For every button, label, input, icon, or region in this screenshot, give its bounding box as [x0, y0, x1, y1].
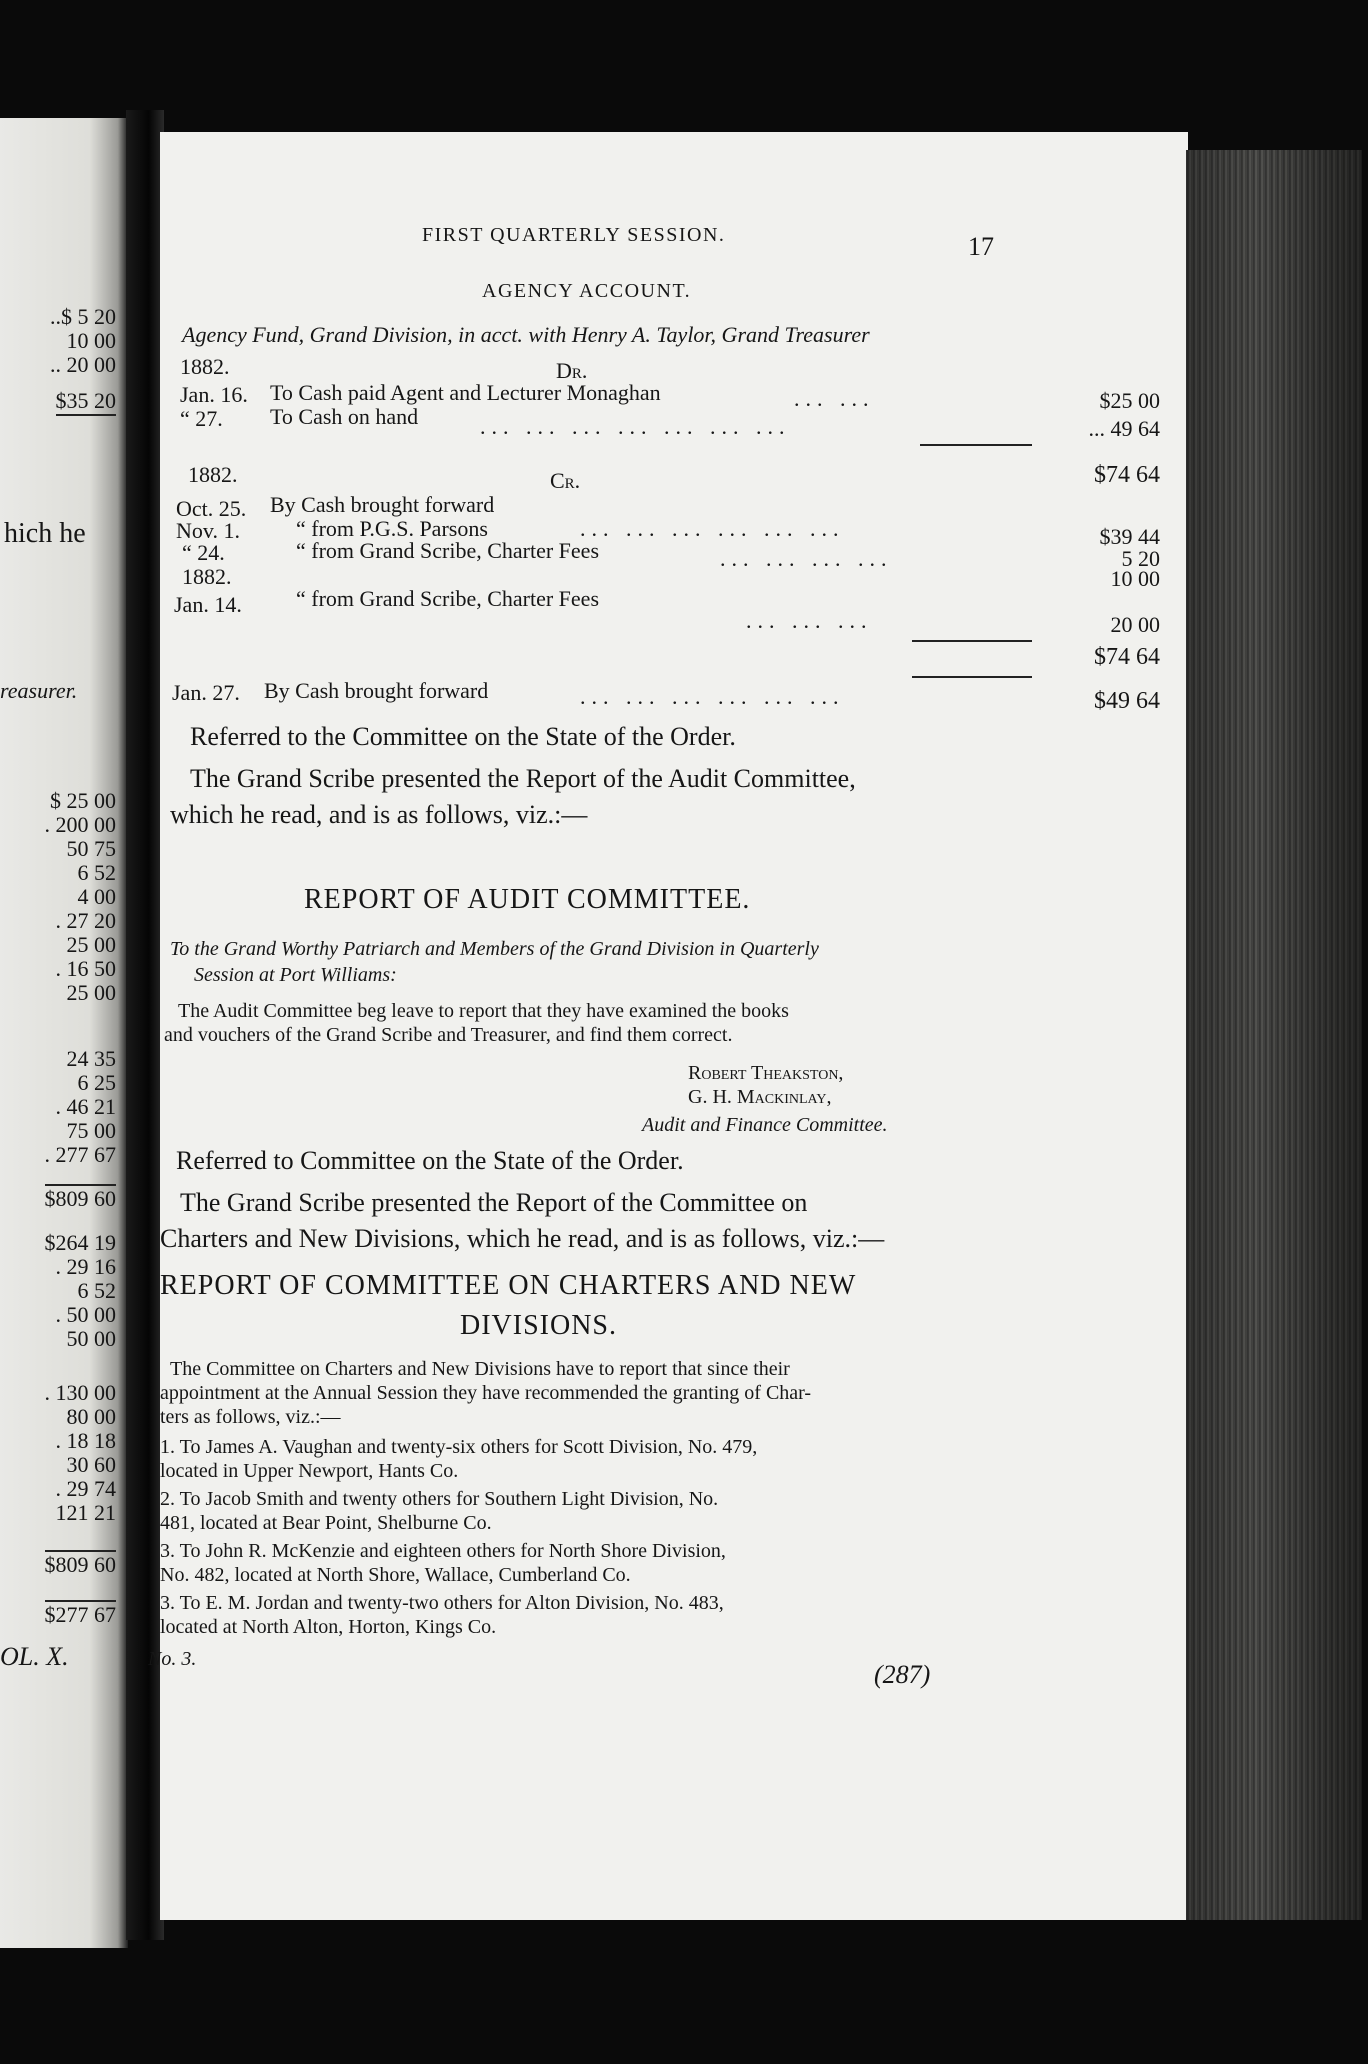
- left-amount: . 27 20: [55, 908, 116, 933]
- dr-total: $74 64: [1094, 462, 1160, 488]
- ledger-amount: 10 00: [1110, 566, 1160, 591]
- dr-label: Dr.: [556, 358, 588, 383]
- left-amount: . 277 67: [44, 1142, 116, 1167]
- left-amount: $ 25 00: [50, 788, 116, 813]
- ledger-rule: [912, 676, 1032, 678]
- running-head: FIRST QUARTERLY SESSION.: [422, 224, 726, 246]
- audit-body: The Audit Committee beg leave to report that they have examined the books: [178, 1000, 789, 1022]
- left-amount: 6 25: [77, 1070, 116, 1095]
- signature-mark: No. 3.: [148, 1648, 197, 1670]
- left-amount: 24 35: [66, 1046, 116, 1071]
- left-amount: 25 00: [66, 980, 116, 1005]
- charters-intro: appointment at the Annual Session they have recommended the granting of Char-: [160, 1382, 812, 1404]
- left-amount: $264 19: [44, 1230, 116, 1255]
- document-page: [148, 132, 1188, 1920]
- referred-paragraph: Referred to Committee on the State of the Order.: [176, 1146, 684, 1175]
- ledger-date: Jan. 16.: [180, 382, 248, 407]
- page-number: 17: [968, 232, 994, 261]
- charter-item: located at North Alton, Horton, Kings Co.: [160, 1616, 497, 1638]
- audit-signer: G. H. Mackinlay,: [688, 1086, 832, 1108]
- charter-item: 1. To James A. Vaughan and twenty-six others for Scott Division, No. 479,: [160, 1436, 758, 1458]
- ledger-leader: ... ... ...: [746, 608, 873, 633]
- left-text-fragment: reasurer.: [0, 678, 78, 703]
- left-amount: . 200 00: [44, 812, 116, 837]
- ledger-description: “ from Grand Scribe, Charter Fees: [296, 586, 600, 611]
- ledger-date: Nov. 1.: [176, 518, 240, 543]
- left-amount: . 29 16: [55, 1254, 116, 1279]
- ledger-date: “ 27.: [180, 406, 223, 431]
- audit-signer: Robert Theakston,: [688, 1062, 844, 1084]
- ledger-description: By Cash brought forward: [270, 492, 495, 517]
- presented-paragraph: which he read, and is as follows, viz.:—: [170, 800, 588, 829]
- ledger-leader: ... ... ... ...: [720, 546, 893, 571]
- charter-item: 3. To E. M. Jordan and twenty-two others for Alton Division, No. 483,: [160, 1592, 724, 1614]
- left-total: $277 67: [44, 1602, 116, 1627]
- audit-signer-role: Audit and Finance Committee.: [642, 1114, 888, 1136]
- agency-title: AGENCY ACCOUNT.: [482, 280, 692, 302]
- left-amount: 4 00: [77, 884, 116, 909]
- ledger-rule: [920, 444, 1032, 446]
- left-amount: . 18 18: [55, 1428, 116, 1453]
- audit-body: and vouchers of the Grand Scribe and Treasurer, and find them correct.: [164, 1024, 733, 1046]
- presented-paragraph: Charters and New Divisions, which he read, and is as follows, viz.:—: [160, 1224, 885, 1253]
- left-amount: .. 20 00: [50, 352, 116, 377]
- charter-item: No. 482, located at North Shore, Wallace, Cumberland Co.: [160, 1564, 631, 1586]
- left-volume: OL. X.: [0, 1642, 69, 1671]
- left-total: $809 60: [44, 1186, 116, 1211]
- left-amount: 80 00: [66, 1404, 116, 1429]
- audit-address: To the Grand Worthy Patriarch and Members of the Grand Division in Quarterly: [170, 938, 819, 960]
- cr-year: 1882.: [188, 462, 238, 487]
- ledger-date: Jan. 14.: [174, 592, 242, 617]
- left-amount: 75 00: [66, 1118, 116, 1143]
- ledger-leader: ... ... ... ... ... ...: [580, 684, 845, 709]
- agency-subtitle: Agency Fund, Grand Division, in acct. with Henry A. Taylor, Grand Treasurer: [182, 322, 870, 347]
- ledger-date: 1882.: [182, 564, 232, 589]
- ledger-rule: [912, 640, 1032, 642]
- left-facing-page: [0, 118, 128, 1948]
- ledger-amount: 20 00: [1110, 612, 1160, 637]
- audit-heading: REPORT OF AUDIT COMMITTEE.: [304, 884, 751, 915]
- ledger-amount: $49 64: [1094, 688, 1160, 714]
- audit-address: Session at Port Williams:: [194, 964, 397, 986]
- left-amount: . 29 74: [55, 1476, 116, 1501]
- cr-label: Cr.: [550, 468, 581, 493]
- ledger-description: To Cash on hand: [270, 404, 419, 429]
- ledger-leader: ... ... ... ... ... ...: [580, 516, 845, 541]
- ledger-description: To Cash paid Agent and Lecturer Monaghan: [270, 380, 661, 405]
- ledger-date: “ 24.: [182, 540, 225, 565]
- ledger-date: Oct. 25.: [176, 496, 247, 521]
- presented-paragraph: The Grand Scribe presented the Report of the Audit Committee,: [190, 764, 856, 793]
- ledger-leader: ... ...: [794, 386, 875, 411]
- left-amount: 121 21: [55, 1500, 116, 1525]
- charter-item: 3. To John R. McKenzie and eighteen others for North Shore Division,: [160, 1540, 726, 1562]
- left-text-fragment: hich he: [4, 518, 86, 549]
- ledger-amount: $39 44: [1099, 524, 1160, 549]
- referred-paragraph: Referred to the Committee on the State of the Order.: [190, 722, 736, 751]
- charters-intro: The Committee on Charters and New Divisions have to report that since their: [170, 1358, 790, 1380]
- page-edge-shadow: [1186, 150, 1362, 1920]
- charters-intro: ters as follows, viz.:—: [160, 1406, 341, 1428]
- folio-number: (287): [874, 1660, 931, 1689]
- left-amount: 30 60: [66, 1452, 116, 1477]
- ledger-amount: ... 49 64: [1088, 416, 1160, 441]
- presented-paragraph: The Grand Scribe presented the Report of the Committee on: [180, 1188, 808, 1217]
- ledger-description: “ from Grand Scribe, Charter Fees: [296, 538, 600, 563]
- left-amount: . 130 00: [44, 1380, 116, 1405]
- dr-year: 1882.: [180, 354, 230, 379]
- ledger-leader: ... ... ... ... ... ... ...: [480, 414, 791, 439]
- left-amount: 25 00: [66, 932, 116, 957]
- charter-item: located in Upper Newport, Hants Co.: [160, 1460, 459, 1482]
- charter-item: 481, located at Bear Point, Shelburne Co.: [160, 1512, 492, 1534]
- ledger-description: By Cash brought forward: [264, 678, 489, 703]
- left-amount: 10 00: [66, 328, 116, 353]
- left-amount: ..$ 5 20: [50, 304, 116, 329]
- ledger-date: Jan. 27.: [172, 680, 240, 705]
- left-amount: 50 75: [66, 836, 116, 861]
- left-total: $809 60: [44, 1552, 116, 1577]
- left-amount: 6 52: [77, 860, 116, 885]
- ledger-description: “ from P.G.S. Parsons: [296, 516, 488, 541]
- charters-heading: REPORT OF COMMITTEE ON CHARTERS AND NEW: [160, 1270, 857, 1301]
- left-amount: . 46 21: [55, 1094, 116, 1119]
- charters-heading: DIVISIONS.: [460, 1310, 617, 1341]
- left-total: $35 20: [56, 388, 117, 416]
- charter-item: 2. To Jacob Smith and twenty others for Southern Light Division, No.: [160, 1488, 719, 1510]
- left-amount: . 16 50: [55, 956, 116, 981]
- left-amount: . 50 00: [55, 1302, 116, 1327]
- left-amount: 6 52: [77, 1278, 116, 1303]
- cr-total: $74 64: [1094, 644, 1160, 670]
- ledger-amount: 5 20: [1121, 546, 1160, 571]
- ledger-amount: $25 00: [1099, 388, 1160, 413]
- left-amount: 50 00: [66, 1326, 116, 1351]
